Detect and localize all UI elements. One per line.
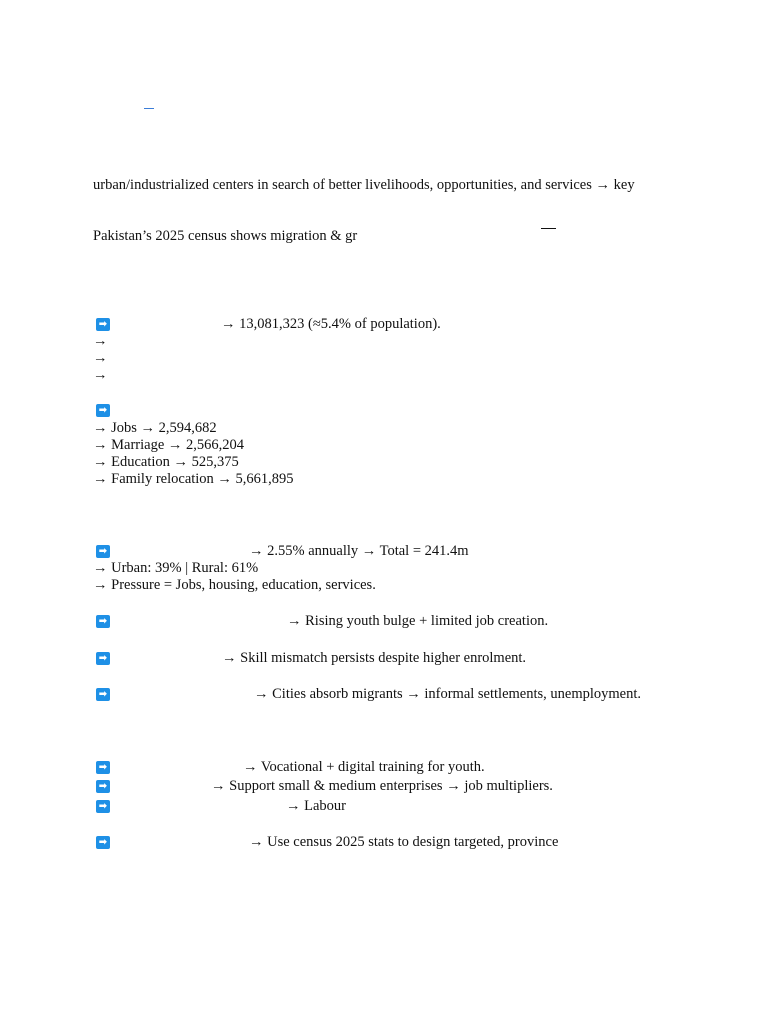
growth-rate: → 2.55% annually → Total = 241.4m (249, 543, 469, 559)
em-dash-mark (541, 228, 556, 229)
right-arrow-icon: ➡ (96, 780, 110, 793)
solution-item: → Labour (286, 798, 346, 814)
growth-pressure: → Pressure = Jobs, housing, education, services. (93, 577, 376, 593)
right-arrow-icon: ➡ (96, 652, 110, 665)
right-arrow-icon: ➡ (96, 545, 110, 558)
migration-bullet: → (93, 367, 108, 383)
reason-item: → Marriage → 2,566,204 (93, 437, 245, 453)
intro-line-2: Pakistan’s 2025 census shows migration & gr (93, 228, 358, 244)
right-arrow-icon: ➡ (96, 761, 110, 774)
solution-item: → Support small & medium enterprises → job multipliers. (211, 778, 553, 794)
solution-item: → Vocational + digital training for youth. (243, 759, 485, 775)
challenge-item: → Cities absorb migrants → informal settlements, unemployment. (254, 686, 642, 702)
migration-bullet: → (93, 350, 108, 366)
challenge-item: → Rising youth bulge + limited job creation. (287, 613, 549, 629)
intro-line-1: urban/industrialized centers in search of better livelihoods, opportunities, and services → key (93, 177, 635, 193)
right-arrow-icon: ➡ (96, 615, 110, 628)
right-arrow-icon: ➡ (96, 800, 110, 813)
reason-item: → Education → 525,375 (93, 454, 239, 470)
migration-bullet: → (93, 333, 108, 349)
blue-dash-mark (144, 108, 154, 109)
reason-item: → Family relocation → 5,661,895 (93, 471, 294, 487)
right-arrow-icon: ➡ (96, 404, 110, 417)
reason-item: → Jobs → 2,594,682 (93, 420, 217, 436)
challenge-item: → Skill mismatch persists despite higher enrolment. (222, 650, 527, 666)
right-arrow-icon: ➡ (96, 688, 110, 701)
right-arrow-icon: ➡ (96, 836, 110, 849)
policy-line: → Use census 2025 stats to design targeted, province (249, 834, 559, 850)
migration-total: → 13,081,323 (≈5.4% of population). (221, 316, 441, 332)
right-arrow-icon: ➡ (96, 318, 110, 331)
urban-rural-split: → Urban: 39% | Rural: 61% (93, 560, 259, 576)
